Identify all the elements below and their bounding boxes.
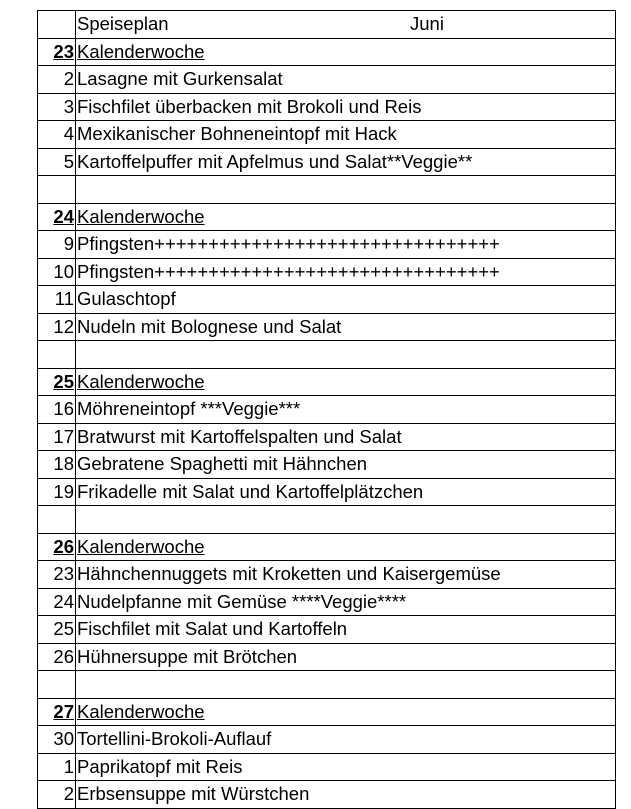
header-wrap bbox=[77, 11, 615, 37]
menu-row bbox=[38, 561, 616, 589]
menu-table-body bbox=[38, 11, 616, 809]
dish-name: Hähnchennuggets mit Kroketten und Kaisergemüse bbox=[76, 561, 616, 589]
dish-name: Gulaschtopf bbox=[76, 286, 616, 314]
dish-name: Kartoffelpuffer mit Apfelmus und Salat**Veggie** bbox=[76, 148, 616, 176]
dish-name: Nudelpfanne mit Gemüse ****Veggie**** bbox=[76, 588, 616, 616]
menu-row bbox=[38, 616, 616, 644]
dish-name bbox=[76, 176, 616, 204]
dish-name: Nudeln mit Bolognese und Salat bbox=[76, 313, 616, 341]
month-label: Juni bbox=[410, 13, 444, 35]
week-label: Kalenderwoche bbox=[76, 698, 616, 726]
spacer-row bbox=[38, 341, 616, 369]
menu-table bbox=[37, 10, 616, 809]
day-number: 24 bbox=[38, 588, 76, 616]
menu-row bbox=[38, 396, 616, 424]
menu-row bbox=[38, 643, 616, 671]
day-number bbox=[38, 341, 76, 369]
week-header-row bbox=[38, 533, 616, 561]
dish-name: Hühnersuppe mit Brötchen bbox=[76, 643, 616, 671]
menu-row bbox=[38, 148, 616, 176]
dish-name bbox=[76, 506, 616, 534]
dish-name: Pfingsten++++++++++++++++++++++++++++++++ bbox=[76, 231, 616, 259]
dish-name: Gebratene Spaghetti mit Hähnchen bbox=[76, 451, 616, 479]
week-label: Kalenderwoche bbox=[76, 533, 616, 561]
day-number: 3 bbox=[38, 93, 76, 121]
day-number bbox=[38, 671, 76, 699]
day-number: 30 bbox=[38, 726, 76, 754]
dish-name: Paprikatopf mit Reis bbox=[76, 753, 616, 781]
day-number: 17 bbox=[38, 423, 76, 451]
week-number: 24 bbox=[38, 203, 76, 231]
dish-name: Lasagne mit Gurkensalat bbox=[76, 66, 616, 94]
day-number: 23 bbox=[38, 561, 76, 589]
menu-row bbox=[38, 286, 616, 314]
menu-row bbox=[38, 423, 616, 451]
menu-row bbox=[38, 726, 616, 754]
week-header-row bbox=[38, 368, 616, 396]
header-empty-cell bbox=[38, 11, 76, 39]
menu-row bbox=[38, 258, 616, 286]
dish-name: Erbsensuppe mit Würstchen bbox=[76, 781, 616, 809]
menu-row bbox=[38, 588, 616, 616]
day-number bbox=[38, 176, 76, 204]
week-header-row bbox=[38, 38, 616, 66]
day-number: 26 bbox=[38, 643, 76, 671]
menu-row bbox=[38, 231, 616, 259]
dish-name: Frikadelle mit Salat und Kartoffelplätzchen bbox=[76, 478, 616, 506]
menu-row bbox=[38, 781, 616, 809]
week-label: Kalenderwoche bbox=[76, 368, 616, 396]
day-number: 16 bbox=[38, 396, 76, 424]
dish-name bbox=[76, 341, 616, 369]
dish-name: Tortellini-Brokoli-Auflauf bbox=[76, 726, 616, 754]
dish-name: Fischfilet überbacken mit Brokoli und Reis bbox=[76, 93, 616, 121]
spacer-row bbox=[38, 506, 616, 534]
menu-row bbox=[38, 121, 616, 149]
menu-row bbox=[38, 478, 616, 506]
spacer-row bbox=[38, 176, 616, 204]
day-number: 2 bbox=[38, 781, 76, 809]
day-number: 19 bbox=[38, 478, 76, 506]
week-label: Kalenderwoche bbox=[76, 38, 616, 66]
dish-name: Möhreneintopf ***Veggie*** bbox=[76, 396, 616, 424]
week-number: 25 bbox=[38, 368, 76, 396]
day-number: 1 bbox=[38, 753, 76, 781]
menu-row bbox=[38, 753, 616, 781]
spacer-row bbox=[38, 671, 616, 699]
day-number: 9 bbox=[38, 231, 76, 259]
day-number: 10 bbox=[38, 258, 76, 286]
menu-row bbox=[38, 451, 616, 479]
menu-row bbox=[38, 313, 616, 341]
header-row bbox=[38, 11, 616, 39]
dish-name bbox=[76, 671, 616, 699]
plan-title: Speiseplan bbox=[77, 13, 169, 35]
week-header-row bbox=[38, 698, 616, 726]
dish-name: Pfingsten++++++++++++++++++++++++++++++++ bbox=[76, 258, 616, 286]
day-number: 18 bbox=[38, 451, 76, 479]
week-number: 27 bbox=[38, 698, 76, 726]
day-number: 2 bbox=[38, 66, 76, 94]
header-cell bbox=[76, 11, 616, 39]
day-number: 11 bbox=[38, 286, 76, 314]
week-number: 26 bbox=[38, 533, 76, 561]
menu-row bbox=[38, 66, 616, 94]
day-number: 5 bbox=[38, 148, 76, 176]
dish-name: Mexikanischer Bohneneintopf mit Hack bbox=[76, 121, 616, 149]
dish-name: Fischfilet mit Salat und Kartoffeln bbox=[76, 616, 616, 644]
week-number: 23 bbox=[38, 38, 76, 66]
week-label: Kalenderwoche bbox=[76, 203, 616, 231]
day-number: 25 bbox=[38, 616, 76, 644]
day-number: 4 bbox=[38, 121, 76, 149]
dish-name: Bratwurst mit Kartoffelspalten und Salat bbox=[76, 423, 616, 451]
menu-row bbox=[38, 93, 616, 121]
day-number: 12 bbox=[38, 313, 76, 341]
day-number bbox=[38, 506, 76, 534]
week-header-row bbox=[38, 203, 616, 231]
